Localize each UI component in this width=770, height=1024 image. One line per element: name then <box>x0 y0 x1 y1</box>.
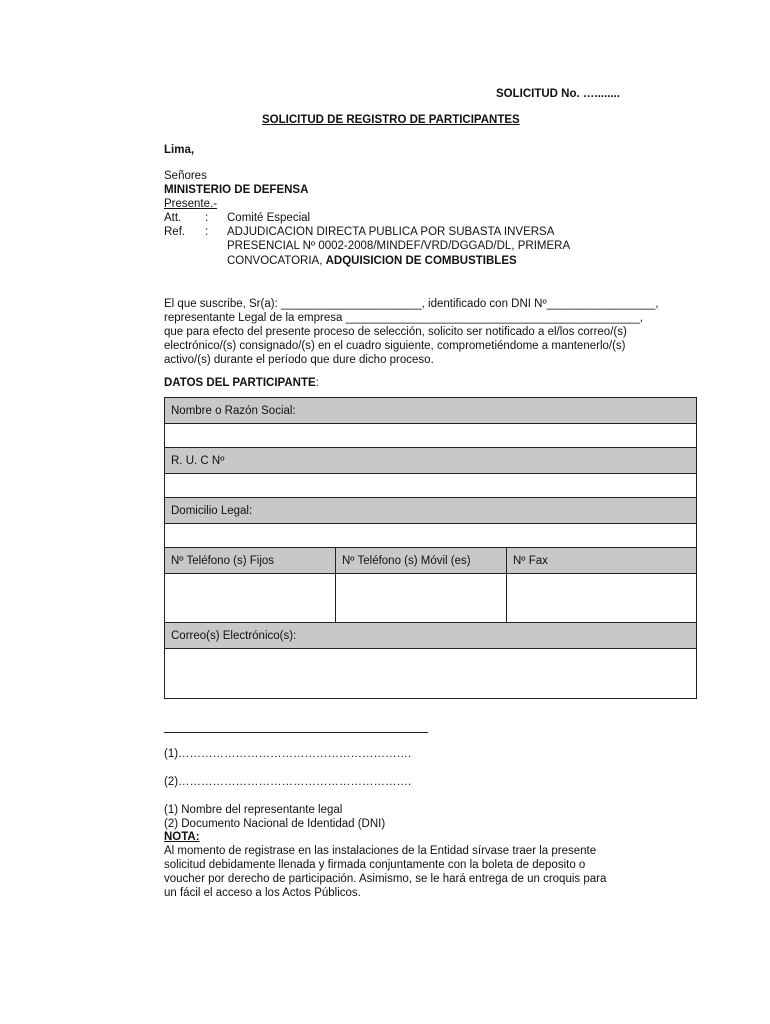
name-field[interactable] <box>165 424 697 448</box>
phone-mobile-label: Nº Teléfono (s) Móvil (es) <box>336 548 507 574</box>
phone-fixed-label: Nº Teléfono (s) Fijos <box>165 548 336 574</box>
body-line-3: que para efecto del presente proceso de selección, solicito ser notificado a el/los correo/(s) <box>164 326 627 338</box>
form-row-name-label <box>165 398 697 424</box>
ref-line-3-b: ADQUISICION DE COMBUSTIBLES <box>325 255 517 267</box>
presente-label: Presente.- <box>164 198 218 210</box>
nota-line-3: voucher por derecho de participación. Asimismo, se le hará entrega de un croquis para <box>164 873 607 885</box>
ref-line-3-a: CONVOCATORIA, <box>227 255 323 267</box>
att-label: Att. <box>164 212 182 224</box>
ruc-field[interactable] <box>165 474 697 498</box>
form-row-name-value <box>165 424 697 448</box>
signature-name-line: (1)……………………………………………………. <box>164 748 412 760</box>
document-title: SOLICITUD DE REGISTRO DE PARTICIPANTES <box>262 114 520 126</box>
nota-line-2: solicitud debidamente llenada y firmada conjuntamente con la boleta de deposito o <box>164 859 586 871</box>
body-line-2: representante Legal de la empresa ______________________________________________, <box>164 312 643 324</box>
form-row-phone-values <box>165 574 697 623</box>
phone-mobile-field[interactable] <box>336 574 507 623</box>
form-row-email-value <box>165 649 697 699</box>
nota-line-1: Al momento de registrase en las instalaciones de la Entidad sírvase traer la presente <box>164 845 597 857</box>
signature-line <box>164 732 428 733</box>
request-number: SOLICITUD No. …........ <box>496 88 620 100</box>
section-title-text: DATOS DEL PARTICIPANTE <box>164 377 316 389</box>
addressee-org: MINISTERIO DE DEFENSA <box>164 184 309 196</box>
form-row-phone-labels <box>165 548 697 574</box>
body-line-4: electrónico/(s) consignado/(s) en el cuadro siguiente, comprometiéndome a mantenerlo/(s) <box>164 340 626 352</box>
ref-line-1: ADJUDICACION DIRECTA PUBLICA POR SUBASTA INVERSA <box>227 226 555 238</box>
att-colon: : <box>205 212 209 224</box>
body-line-5: activo/(s) durante el período que dure dicho proceso. <box>164 354 434 366</box>
nota-line-4: un fácil el acceso a los Actos Públicos. <box>164 887 361 899</box>
signature-dni-line: (2)……………………………………………………. <box>164 776 412 788</box>
form-row-email-label <box>165 623 697 649</box>
ref-label: Ref. <box>164 226 186 238</box>
note-2: (2) Documento Nacional de Identidad (DNI) <box>164 818 386 830</box>
section-title-colon: : <box>315 377 319 389</box>
form-row-address-label <box>165 498 697 524</box>
fax-field[interactable] <box>507 574 697 623</box>
ref-colon: : <box>205 226 209 238</box>
ruc-label: R. U. C Nº <box>165 448 697 474</box>
address-field[interactable] <box>165 524 697 548</box>
section-title <box>164 377 319 389</box>
name-label: Nombre o Razón Social: <box>165 398 697 424</box>
nota-title: NOTA: <box>164 831 200 843</box>
form-row-ruc-value <box>165 474 697 498</box>
ref-line-2: PRESENCIAL Nº 0002-2008/MINDEF/VRD/DGGAD/DL, PRIMERA <box>227 240 571 252</box>
note-1: (1) Nombre del representante legal <box>164 804 343 816</box>
salutation: Señores <box>164 170 207 182</box>
city-line: Lima, <box>164 144 195 156</box>
form-row-ruc-label <box>165 448 697 474</box>
ref-line-3 <box>227 255 517 267</box>
address-label: Domicilio Legal: <box>165 498 697 524</box>
body-line-1: El que suscribe, Sr(a): ______________________, identificado con DNI Nº_________________, <box>164 298 659 310</box>
fax-label: Nº Fax <box>507 548 697 574</box>
phone-fixed-field[interactable] <box>165 574 336 623</box>
email-field[interactable] <box>165 649 697 699</box>
participant-form-table <box>164 397 697 699</box>
form-row-address-value <box>165 524 697 548</box>
att-value: Comité Especial <box>227 212 311 224</box>
email-label: Correo(s) Electrónico(s): <box>165 623 697 649</box>
